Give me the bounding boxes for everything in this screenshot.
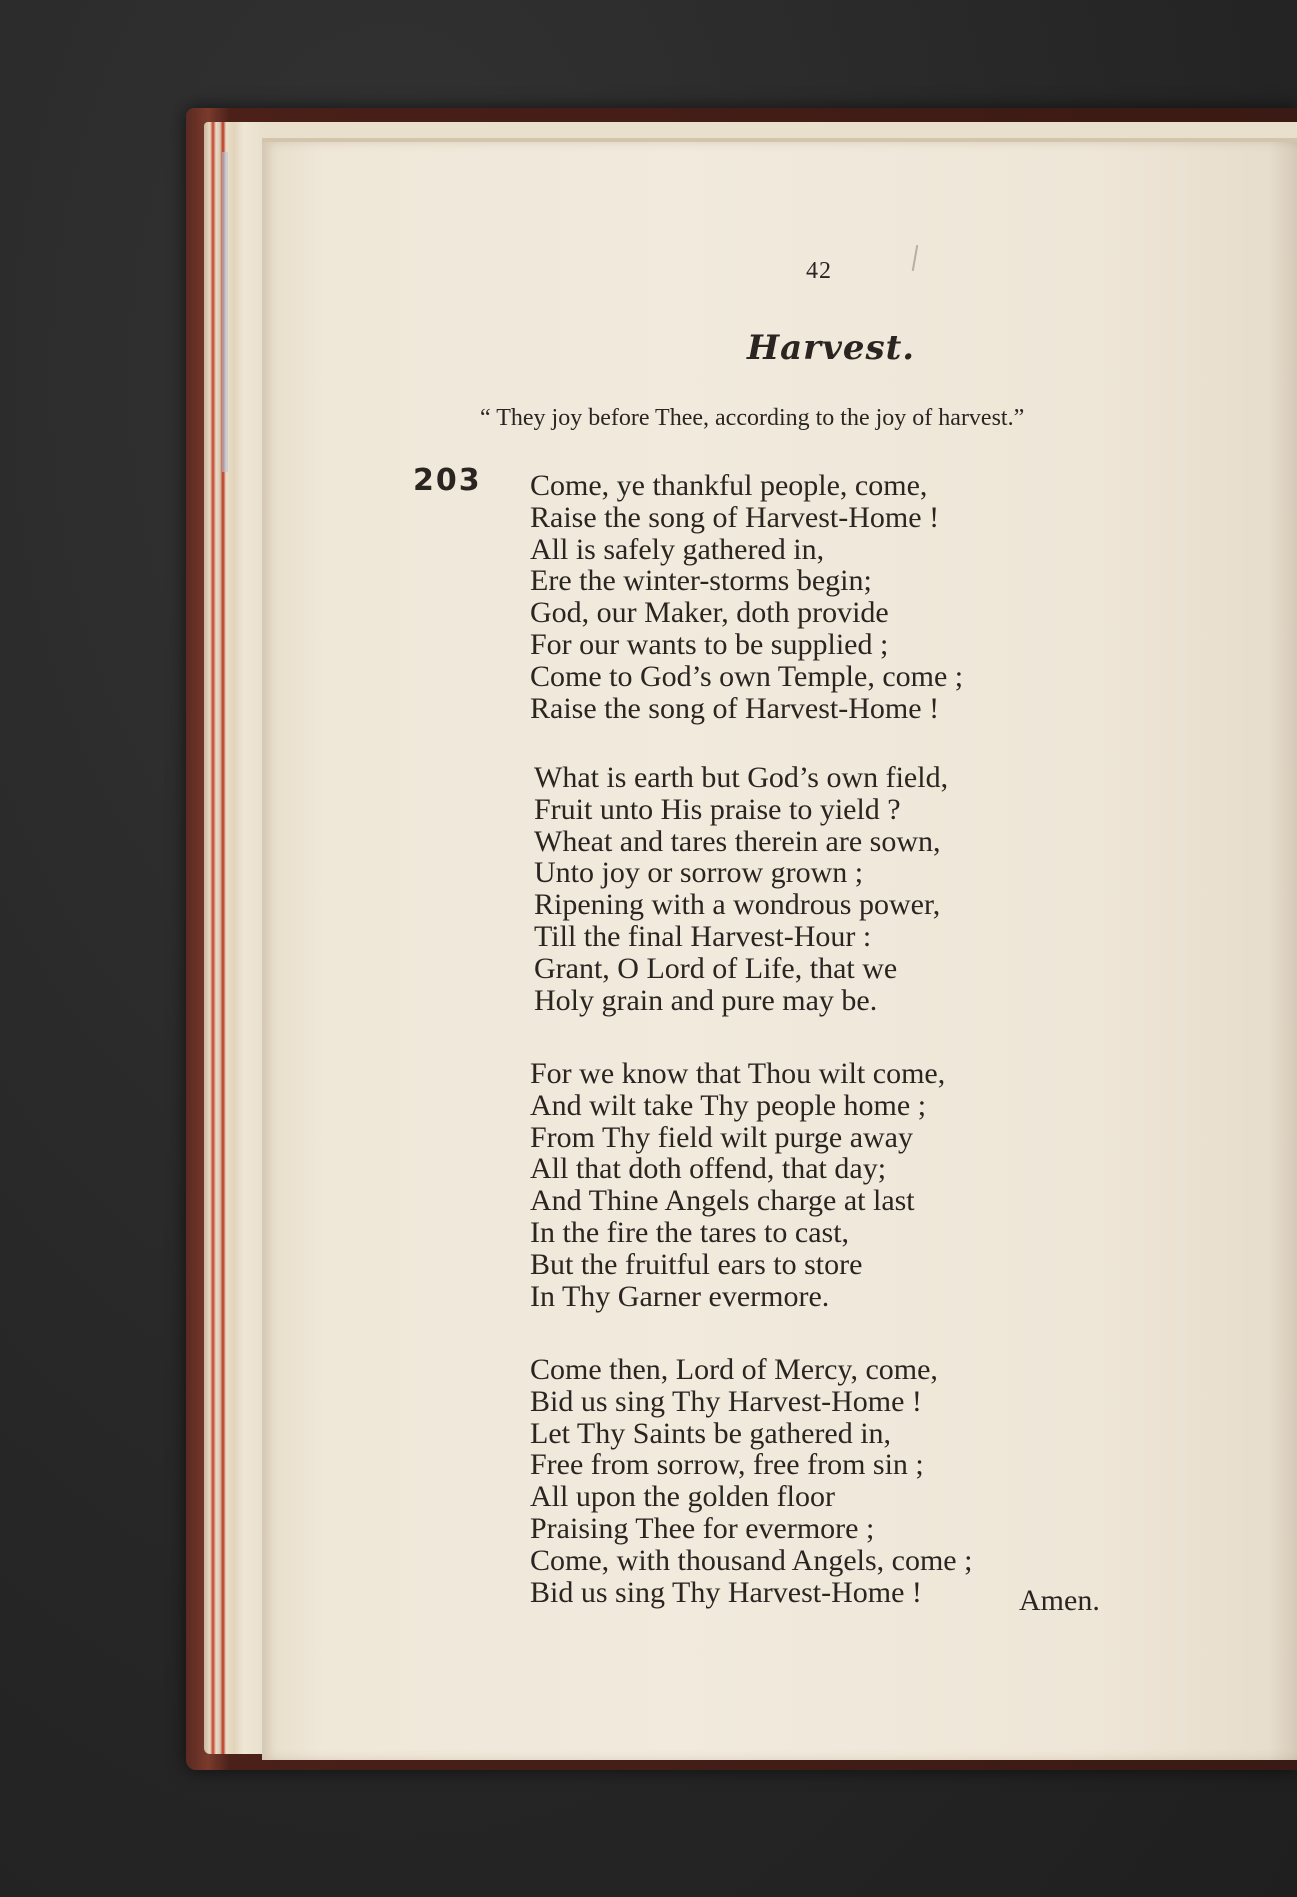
verse-line: Bid us sing Thy Harvest-Home ! [530,1575,922,1609]
verse-line: Till the final Harvest-Hour : [534,919,872,953]
verse-line: Raise the song of Harvest-Home ! [530,691,940,725]
verse-line: For our wants to be supplied ; [530,627,889,661]
verse-line: Bid us sing Thy Harvest-Home ! [530,1384,922,1418]
verse-line: All upon the golden floor [530,1480,835,1514]
verse-line: Wheat and tares therein are sown, [534,824,941,858]
amen: Amen. [1019,1584,1100,1617]
verse-line: In Thy Garner evermore. [530,1279,830,1313]
verse-line: Come, ye thankful people, come, [530,469,928,502]
verse-line: Grant, O Lord of Life, that we [534,951,898,985]
verse-line: All that doth offend, that day; [530,1152,887,1186]
verse-line: Raise the song of Harvest-Home ! [530,500,940,534]
verse-line: What is earth but God’s own field, [534,761,949,794]
verse-line: Come to God’s own Temple, come ; [530,659,964,693]
verse-line: And wilt take Thy people home ; [530,1088,927,1122]
verse-line: In the fire the tares to cast, [530,1215,850,1249]
verse-line: Come then, Lord of Mercy, come, [530,1353,938,1386]
verse-line: All is safely gathered in, [530,532,825,566]
stanza-4 [530,1354,972,1608]
page-number: 42 [806,258,832,284]
verse-line: But the fruitful ears to store [530,1247,863,1281]
verse-line: Fruit unto His praise to yield ? [534,792,901,826]
verse-line: Let Thy Saints be gathered in, [530,1416,892,1450]
verse-line: Ere the winter-storms begin; [530,564,872,598]
verse-line: And Thine Angels charge at last [530,1184,915,1218]
verse-line: Ripening with a wondrous power, [534,888,941,922]
verse-line: Come, with thousand Angels, come ; [530,1543,973,1577]
verse-line: Unto joy or sorrow grown ; [534,856,864,890]
hymn-number: 203 [413,463,482,498]
verse-line: For we know that Thou wilt come, [530,1057,946,1090]
verse-line: From Thy field wilt purge away [530,1120,913,1154]
epigraph: “ They joy before Thee, according to the joy of harvest.” [480,405,1025,431]
verse-line: Praising Thee for evermore ; [530,1511,875,1545]
verse-line: Holy grain and pure may be. [534,983,878,1017]
verse-line: God, our Maker, doth provide [530,596,889,630]
stanza-1 [530,470,963,724]
stanza-3 [530,1058,945,1312]
stanza-2 [534,762,948,1016]
section-title: Harvest. [747,328,916,368]
verse-line: Free from sorrow, free from sin ; [530,1448,924,1482]
